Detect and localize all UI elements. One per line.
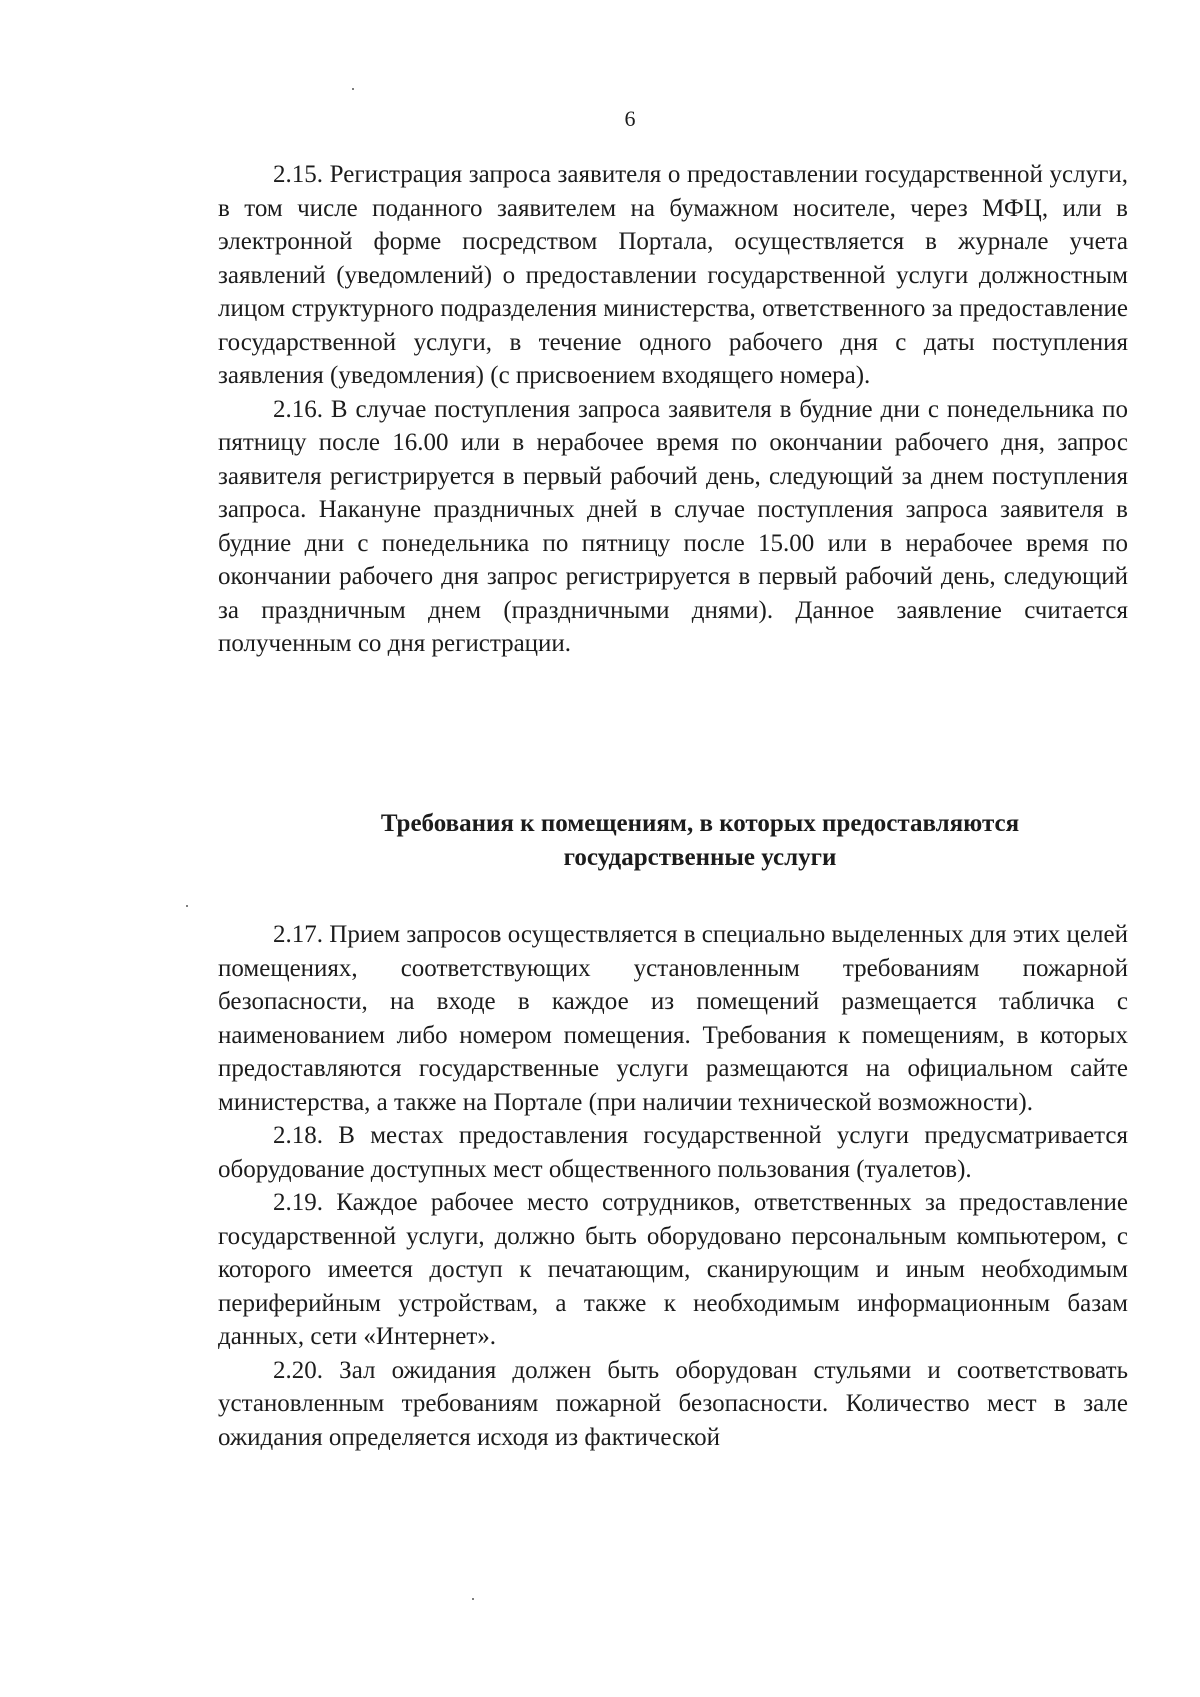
page-number: 6	[624, 106, 636, 131]
paragraph-2-18: 2.18. В местах предоставления государственной услуги предусматривается оборудование доступных мест общественного пользования (туалетов).	[218, 1122, 1128, 1183]
section-heading-line-1: Требования к помещениям, в которых предоставляются	[380, 810, 1020, 837]
scan-speck	[472, 1598, 474, 1600]
scan-speck	[186, 905, 188, 907]
text-block-top	[218, 158, 1128, 661]
paragraph-2-17: 2.17. Прием запросов осуществляется в специально выделенных для этих целей помещениях, соответствующих установленным требованиям пожарной безопасности, на входе в каждое из помещений размещается табличка с наименованием либо номером помещения. Требования к помещениям, в которых предоставляются государственные услуги размещаются на официальном сайте министерства, а также на Портале (при наличии технической возможности).	[218, 921, 1128, 1116]
section-heading	[300, 807, 1100, 875]
paragraph-2-19: 2.19. Каждое рабочее место сотрудников, ответственных за предоставление государственной услуги, должно быть оборудовано персональным компьютером, с которого имеется доступ к печатающим, сканирующим и иным необходимым периферийным устройствам, а также к необходимым информационным базам данных, сети «Интернет».	[218, 1189, 1128, 1350]
paragraph-2-16: 2.16. В случае поступления запроса заявителя в будние дни с понедельника по пятницу после 16.00 или в нерабочее время по окончании рабочего дня, запрос заявителя регистрируется в первый рабочий день, следующий за днем поступления запроса. Накануне праздничных дней в случае поступления запроса заявителя в будние дни с понедельника по пятницу после 15.00 или в нерабочее время по окончании рабочего дня запрос регистрируется в первый рабочий день, следующий за праздничным днем (праздничными днями). Данное заявление считается полученным со дня регистрации.	[218, 395, 1128, 657]
paragraph-2-15: 2.15. Регистрация запроса заявителя о предоставлении государственной услуги, в том числе поданного заявителем на бумажном носителе, через МФЦ, или в электронной форме посредством Портала, осуществляется в журнале учета заявлений (уведомлений) о предоставлении государственной услуги должностным лицом структурного подразделения министерства, ответственного за предоставление государственной услуги, в течение одного рабочего дня с даты поступления заявления (уведомления) (с присвоением входящего номера).	[218, 161, 1128, 389]
paragraph-2-20: 2.20. Зал ожидания должен быть оборудован стульями и соответствовать установленным требованиям пожарной безопасности. Количество мест в зале ожидания определяется исходя из фактической	[218, 1356, 1128, 1451]
scan-speck	[352, 88, 354, 90]
section-heading-line-2: государственные услуги	[563, 844, 837, 871]
text-block-bottom	[218, 918, 1128, 1454]
